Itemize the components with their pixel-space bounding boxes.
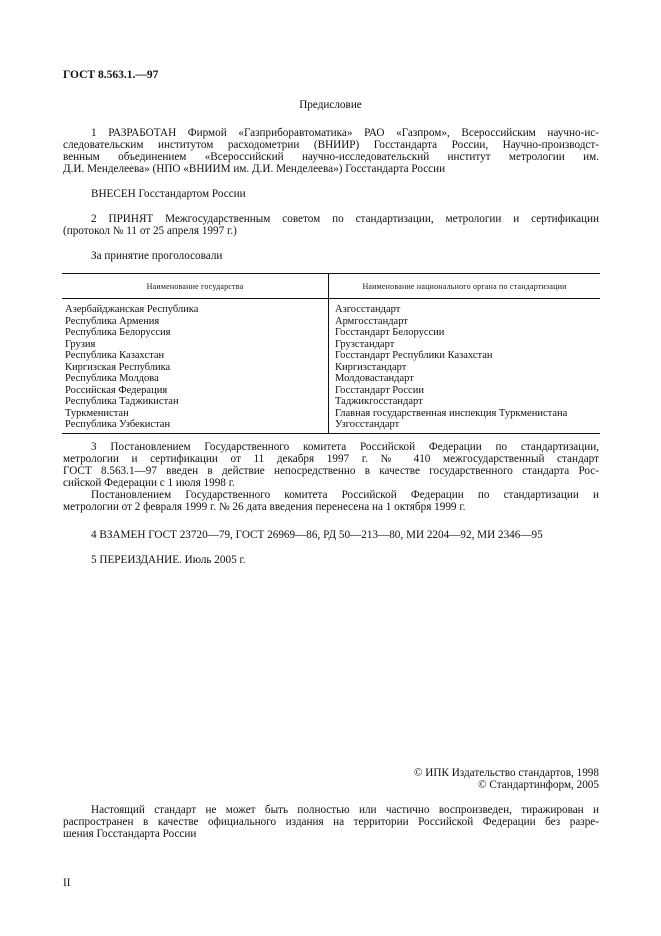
document-header: ГОСТ 8.563.1.—97	[63, 69, 159, 81]
national-body-name: Азгосстандарт	[335, 304, 401, 315]
national-body-name: Госстандарт России	[335, 384, 424, 396]
state-name: Грузия	[65, 338, 96, 350]
state-name: Республика Молдова	[65, 373, 159, 384]
section-3b-line-1: Постановлением Государственного комитета Российской Федерации по стандартизации и	[91, 489, 599, 501]
state-name: Туркменистан	[65, 407, 129, 419]
notice-line-1: Настоящий стандарт не может быть полностью или частично воспроизведен, тиражирован и	[91, 804, 599, 816]
voting-states-table	[62, 273, 600, 434]
column-header-state: Наименование государства	[62, 274, 329, 299]
notice-line-2: распространен в качестве официального издания на территории Российской Федерации без разре-	[63, 816, 599, 828]
national-body-name: Госстандарт Республики Казахстан	[335, 350, 493, 361]
section-2-line-2: (протокол № 11 от 25 апреля 1997 г.)	[63, 225, 237, 237]
state-name: Киргизская Республика	[65, 361, 171, 373]
national-body-name: Узгосстандарт	[335, 419, 400, 430]
notice-line-3: шения Госстандарта России	[63, 828, 197, 840]
section-2-line-1: 2 ПРИНЯТ Межгосударственным советом по стандартизации, метрологии и сертификации	[91, 213, 599, 225]
national-body-name: Грузстандарт	[335, 338, 395, 350]
copyright-publisher: © ИПК Издательство стандартов, 1998	[413, 767, 599, 779]
section-4-line: 4 ВЗАМЕН ГОСТ 23720—79, ГОСТ 26969—86, РД 50—213—80, МИ 2204—92, МИ 2346—95	[91, 529, 543, 541]
preface-title: Предисловие	[299, 99, 362, 111]
copyright-standartinform: © Стандартинформ, 2005	[478, 779, 599, 791]
section-1-line-3: венным объединением «Всероссийский научно-исследовательский институт метрологии им.	[63, 151, 599, 163]
state-name: Республика Армения	[65, 315, 160, 327]
state-name: Республика Узбекистан	[65, 419, 171, 430]
section-3b-line-2: метрологии от 2 февраля 1999 г. № 26 дата введения перенесена на 1 октября 1999 г.	[63, 501, 466, 513]
section-1-line-1: 1 РАЗРАБОТАН Фирмой «Газприборавтоматика» РАО «Газпром», Всероссийским научно-ис-	[91, 127, 599, 139]
table-row	[62, 299, 600, 434]
section-1-line-2: следовательским институтом расходометрии (ВНИИР) Госстандарта России, Научно-производст-	[63, 139, 599, 151]
state-name: Республика Белоруссия	[65, 327, 171, 338]
national-body-name: Армгосстандарт	[335, 315, 408, 327]
voted-intro: За принятие проголосовали	[91, 250, 223, 262]
bodies-cell	[329, 299, 601, 434]
state-name: Республика Казахстан	[65, 350, 165, 361]
states-cell	[62, 299, 329, 434]
section-3-line-1: 3 Постановлением Государственного комитета Российской Федерации по стандартизации,	[91, 441, 599, 453]
section-3-line-2: метрологии и сертификации от 11 декабря 1997 г. № 410 межгосударственный стандарт	[63, 453, 599, 465]
table-header-row	[62, 274, 600, 299]
state-name: Республика Таджикистан	[65, 396, 179, 407]
state-name: Российская Федерация	[65, 384, 168, 396]
section-3-line-3: ГОСТ 8.563.1—97 введен в действие непосредственно в качестве государственного стандарта Рос-	[63, 465, 599, 477]
national-body-name: Молдовастандарт	[335, 373, 414, 384]
section-3-line-4: сийской Федерации с 1 июля 1998 г.	[63, 477, 235, 489]
national-body-name: Госстандарт Белоруссии	[335, 327, 445, 338]
national-body-name: Киргизстандарт	[335, 361, 407, 373]
column-header-national-body: Наименование национального органа по стандартизации	[329, 274, 601, 299]
introduced-line: ВНЕСЕН Госстандартом России	[91, 188, 246, 200]
page-number: II	[63, 877, 71, 889]
national-body-name: Таджикгосстандарт	[335, 396, 423, 407]
national-body-name: Главная государственная инспекция Туркменистана	[335, 407, 568, 419]
section-5-line: 5 ПЕРЕИЗДАНИЕ. Июль 2005 г.	[91, 554, 246, 566]
section-1-line-4: Д.И. Менделеева» (НПО «ВНИИМ им. Д.И. Менделеева») Госстандарта России	[63, 163, 446, 175]
state-name: Азербайджанская Республика	[65, 304, 199, 315]
